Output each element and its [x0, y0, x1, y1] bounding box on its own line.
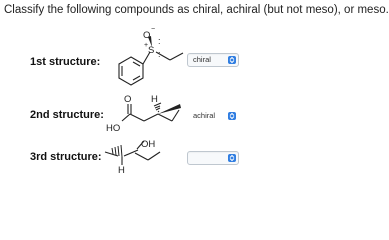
s1-sulfur: S — [148, 45, 155, 56]
svg-text::: : — [158, 36, 161, 46]
s1-oxygen: O — [143, 30, 151, 41]
classification-select-3[interactable] — [187, 151, 239, 165]
chevron-updown-icon — [228, 154, 236, 162]
svg-text::: : — [158, 49, 161, 59]
classification-select-2[interactable] — [187, 109, 239, 123]
chevron-updown-icon — [228, 112, 236, 120]
select-1-value: chiral — [193, 55, 211, 64]
row-label-1: 1st structure: — [30, 56, 101, 68]
select-2-value: achiral — [193, 111, 216, 120]
s2-oxygen: O — [124, 94, 132, 105]
s2-hydrogen: H — [151, 94, 158, 105]
row-label-3: 3rd structure: — [30, 151, 102, 163]
s1-plus: + — [144, 42, 149, 49]
chevron-updown-icon — [228, 56, 236, 64]
s2-hydroxyl: HO — [106, 123, 121, 134]
s3-hydrogen: H — [118, 165, 125, 176]
s1-minus: − — [151, 26, 156, 33]
s3-hydroxyl: OH — [141, 139, 156, 150]
question-text: Classify the following compounds as chiral, achiral (but not meso), or meso. — [4, 4, 389, 16]
row-label-2: 2nd structure: — [30, 109, 104, 121]
classification-select-1[interactable] — [187, 53, 239, 67]
